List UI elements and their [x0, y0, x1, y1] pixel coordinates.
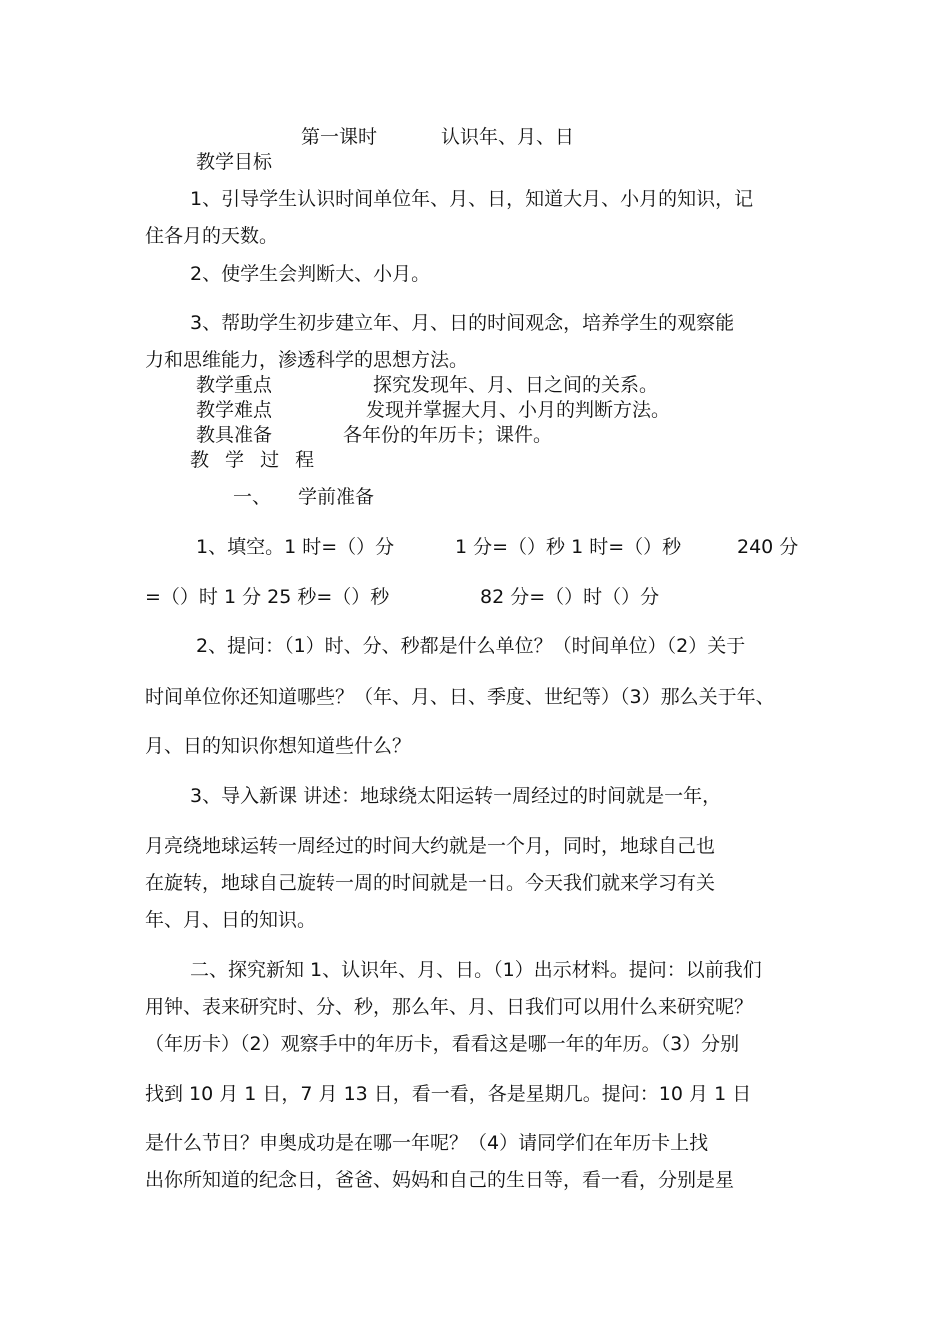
goals-heading: 教学目标	[196, 151, 273, 173]
difficulty-text: 发现并掌握大月、小月的判断方法。	[366, 399, 671, 421]
section-2-line-5: 是什么节日？申奥成功是在哪一年呢？（4）请同学们在年历卡上找	[145, 1132, 709, 1154]
question-line-3: 月、日的知识你想知道些什么？	[145, 735, 412, 757]
fill-line-1-c: 240 分	[737, 536, 799, 558]
key-point-label: 教学重点	[196, 374, 273, 396]
section-2-line-6: 出你所知道的纪念日，爸爸、妈妈和自己的生日等，看一看，分别是星	[145, 1169, 735, 1191]
fill-line-2-b: 82 分=（）时（）分	[480, 586, 660, 608]
lesson-label: 第一课时	[301, 126, 378, 148]
process-heading: 教 学 过 程	[190, 449, 320, 471]
goal-3-line-2: 力和思维能力，渗透科学的思想方法。	[145, 349, 469, 371]
goal-2: 2、使学生会判断大、小月。	[190, 263, 431, 285]
fill-line-1-b: 1 分=（）秒 1 时=（）秒	[455, 536, 682, 558]
intro-line-3: 在旋转，地球自己旋转一周的时间就是一日。今天我们就来学习有关	[145, 872, 716, 894]
section-1-number: 一、	[233, 486, 272, 508]
question-line-1: 2、提问：（1）时、分、秒都是什么单位？（时间单位）（2）关于	[196, 635, 746, 657]
section-2-line-1: 二、探究新知 1、认识年、月、日。（1）出示材料。提问：以前我们	[190, 959, 762, 981]
section-2-line-2: 用钟、表来研究时、分、秒，那么年、月、日我们可以用什么来研究呢？	[145, 996, 754, 1018]
difficulty-label: 教学难点	[196, 399, 273, 421]
intro-line-2: 月亮绕地球运转一周经过的时间大约就是一个月，同时，地球自己也	[145, 835, 716, 857]
section-1-title: 学前准备	[298, 486, 375, 508]
fill-line-2-a: =（）时 1 分 25 秒=（）秒	[145, 586, 390, 608]
lesson-topic: 认识年、月、日	[441, 126, 575, 148]
goal-1-line-2: 住各月的天数。	[145, 225, 279, 247]
intro-line-1: 3、导入新课 讲述：地球绕太阳运转一周经过的时间就是一年，	[190, 785, 722, 807]
key-point-text: 探究发现年、月、日之间的关系。	[373, 374, 659, 396]
goal-1-line-1: 1、引导学生认识时间单位年、月、日，知道大月、小月的知识，记	[190, 188, 754, 210]
goal-3-line-1: 3、帮助学生初步建立年、月、日的时间观念，培养学生的观察能	[190, 312, 735, 334]
section-2-line-4: 找到 10 月 1 日，7 月 13 日，看一看，各是星期几。提问：10 月 1 日	[145, 1083, 752, 1105]
intro-line-4: 年、月、日的知识。	[145, 909, 317, 931]
section-2-line-3: （年历卡）（2）观察手中的年历卡，看看这是哪一年的年历。（3）分别	[145, 1033, 740, 1055]
question-line-2: 时间单位你还知道哪些？（年、月、日、季度、世纪等）（3）那么关于年、	[145, 686, 775, 708]
fill-line-1-a: 1、填空。1 时=（）分	[196, 536, 395, 558]
materials-text: 各年份的年历卡；课件。	[343, 424, 553, 446]
materials-label: 教具准备	[196, 424, 273, 446]
